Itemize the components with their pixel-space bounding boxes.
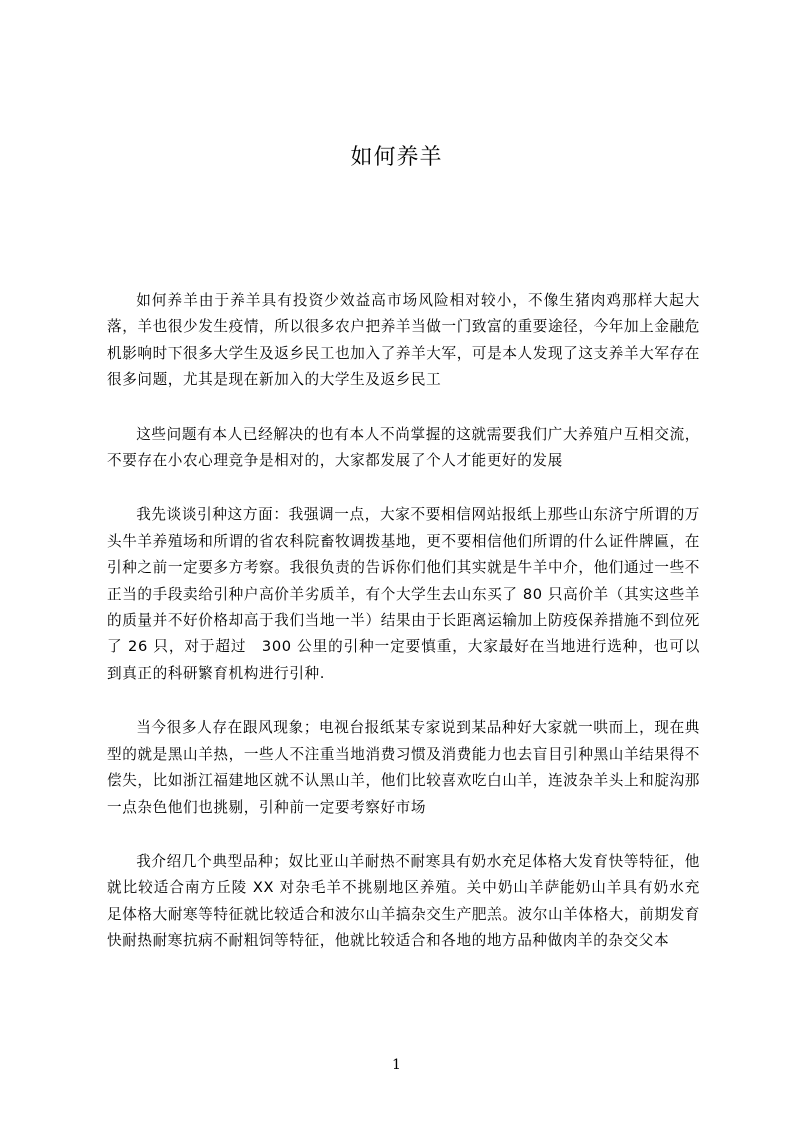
paragraph-breeding-source: 我先谈谈引种这方面：我强调一点，大家不要相信网站报纸上那些山东济宁所谓的万头牛羊养殖场和所谓的省农科院畜牧调拨基地，更不要相信他们所谓的什么证件牌匾，在引种之前一定要多方考察。我很负责的告诉你们他们其实就是牛羊中介，他们通过一些不正当的手段卖给引种户高价羊劣质羊，有个大学生去山东买了 80 只高价羊（其实这些羊的质量并不好价格却高于我们当地一半）结果由于长距离运输加上防疫保养措施不到位死了 26 只，对于超过 300 公里的引种一定要慎重，大家最好在当地进行选种，也可以到真正的科研繁育机构进行引种.	[107, 506, 700, 682]
paragraph-trend-following: 当今很多人存在跟风现象；电视台报纸某专家说到某品种好大家就一哄而上，现在典型的就是黑山羊热，一些人不注重当地消费习惯及消费能力也去盲目引种黑山羊结果得不偿失，比如浙江福建地区就不认黑山羊，他们比较喜欢吃白山羊，连波杂羊头上和腚沟那一点杂色他们也挑剔，引种前一定要考察好市场	[107, 719, 700, 816]
document-body	[107, 288, 700, 983]
paragraph-breeds: 我介绍几个典型品种；奴比亚山羊耐热不耐寒具有奶水充足体格大发育快等特征，他就比较适合南方丘陵 XX 对杂毛羊不挑剔地区养殖。关中奶山羊萨能奶山羊具有奶水充足体格大耐寒等特征就比较适合和波尔山羊搞杂交生产肥羔。波尔山羊体格大，前期发育快耐热耐寒抗病不耐粗饲等特征，他就比较适合和各地的地方品种做肉羊的杂交父本	[107, 852, 700, 950]
page-number: 1	[392, 1057, 401, 1073]
document-title: 如何养羊	[350, 145, 443, 170]
paragraph-communication: 这些问题有本人已经解决的也有本人不尚掌握的这就需要我们广大养殖户互相交流，不要存在小农心理竞争是相对的，大家都发展了个人才能更好的发展	[107, 425, 700, 470]
paragraph-intro: 如何养羊由于养羊具有投资少效益高市场风险相对较小，不像生猪肉鸡那样大起大落，羊也很少发生疫情，所以很多农户把养羊当做一门致富的重要途径，今年加上金融危机影响时下很多大学生及返乡民工也加入了养羊大军，可是本人发现了这支养羊大军存在很多问题，尤其是现在新加入的大学生及返乡民工	[107, 292, 700, 389]
